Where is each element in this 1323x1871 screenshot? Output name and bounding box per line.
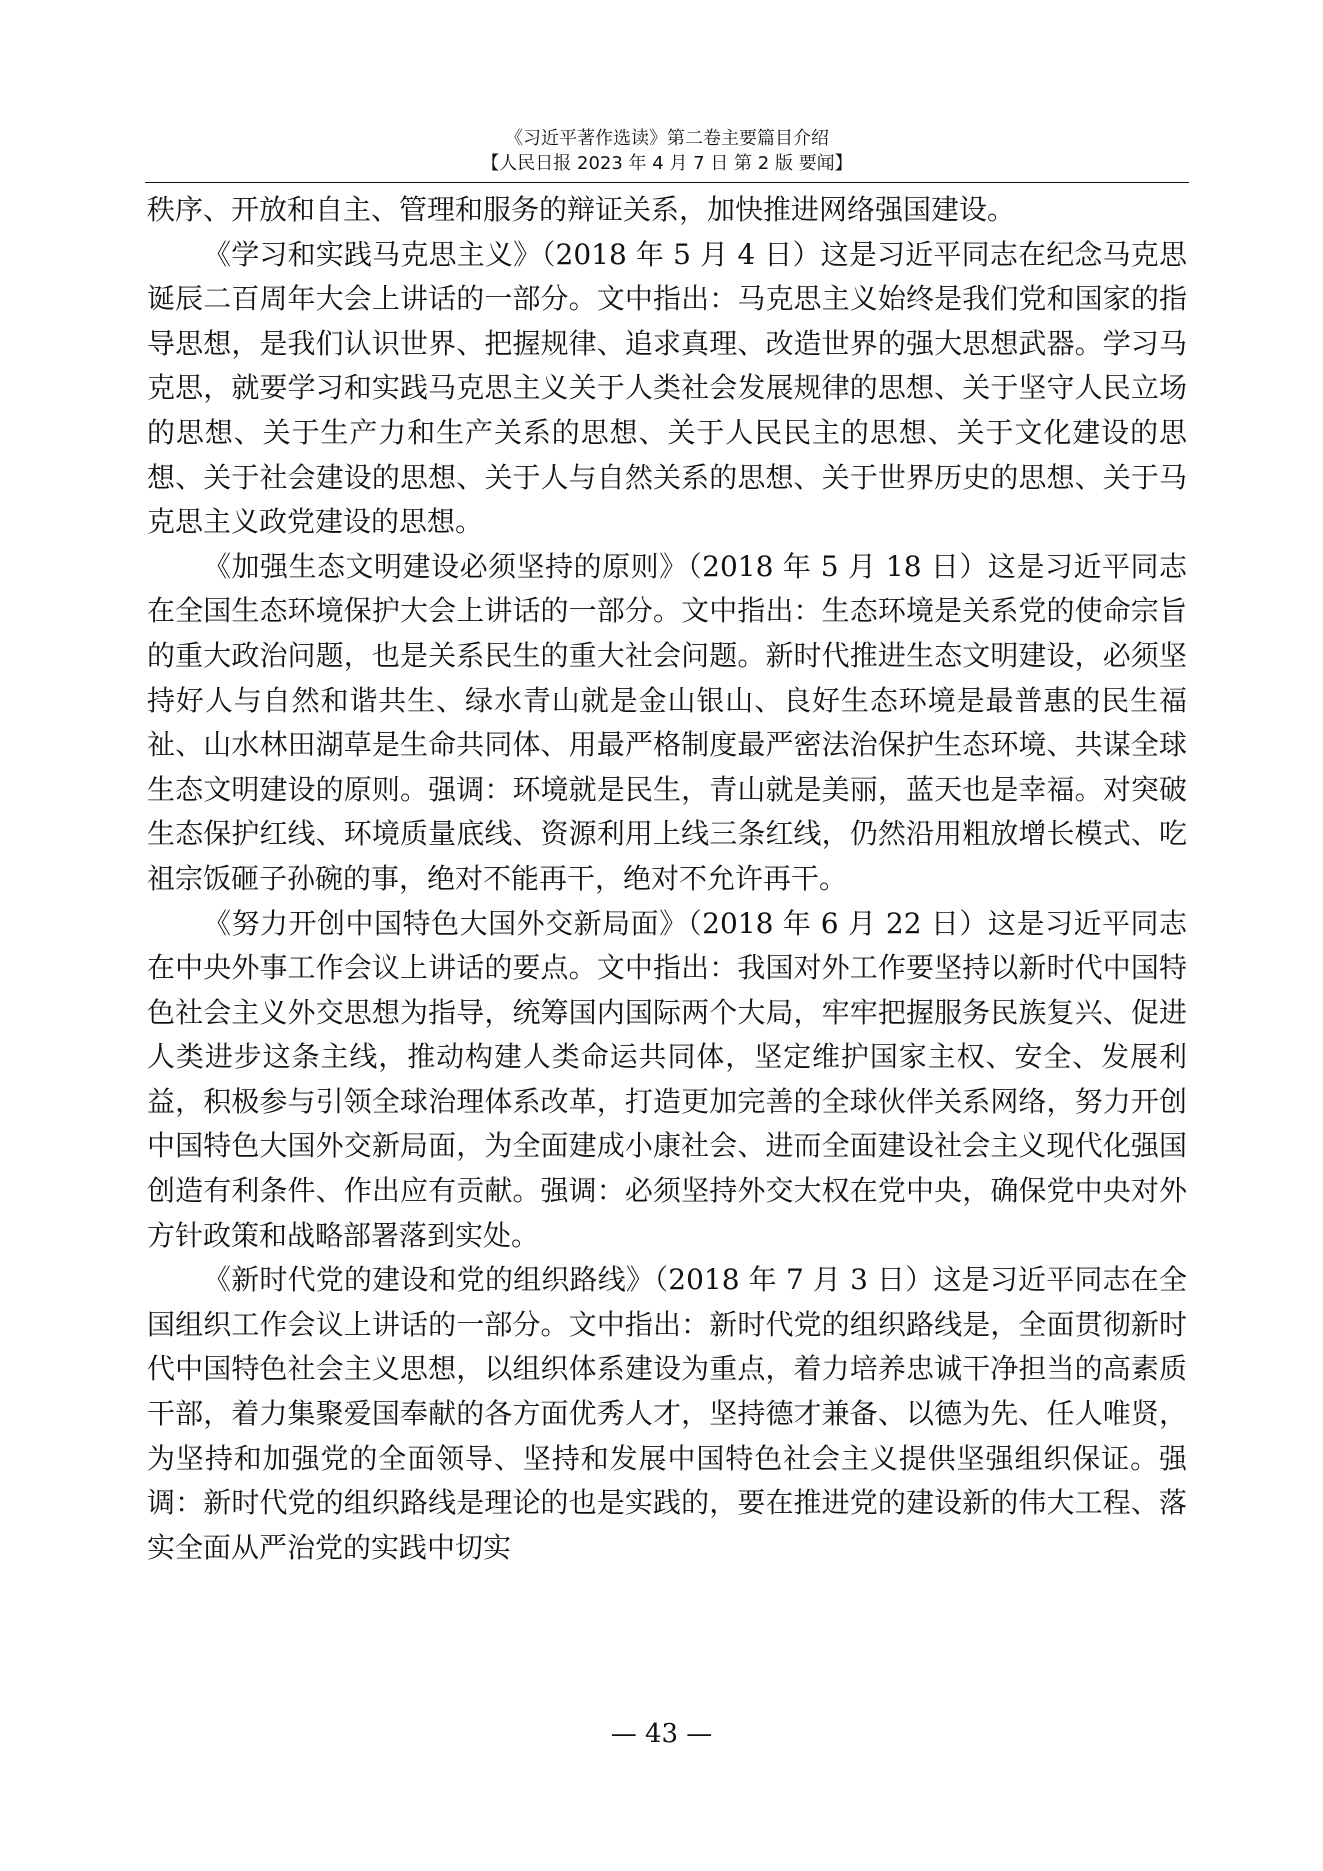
paragraph-continuation: 秩序、开放和自主、管理和服务的辩证关系，加快推进网络强国建设。 xyxy=(147,193,1016,226)
header-rule xyxy=(145,182,1189,183)
header-title: 《习近平著作选读》第二卷主要篇目介绍 xyxy=(505,128,829,149)
paragraph-organization: 《新时代党的建设和党的组织路线》（2018 年 7 月 3 日）这是习近平同志在全国组织工作会议上讲话的一部分。文中指出：新时代党的组织路线是，全面贯彻新时代中国特色社会主义思想，以组织体系建设为重点，着力培养忠诚干净担当的高素质干部，着力集聚爱国奉献的各方面优秀人才，坚持德才兼备、以德为先、任人唯贤，为坚持和加强党的全面领导、坚持和发展中国特色社会主义提供坚强组织保证。强调：新时代党的组织路线是理论的也是实践的，要在推进党的建设新的伟大工程、落实全面从严治党的实践中切实 xyxy=(147,1263,1187,1564)
paragraph-diplomacy: 《努力开创中国特色大国外交新局面》（2018 年 6 月 22 日）这是习近平同志在中央外事工作会议上讲话的要点。文中指出：我国对外工作要坚持以新时代中国特色社会主义外交思想为指导，统筹国内国际两个大局，牢牢把握服务民族复兴、促进人类进步这条主线，推动构建人类命运共同体，坚定维护国家主权、安全、发展利益，积极参与引领全球治理体系改革，打造更加完善的全球伙伴关系网络，努力开创中国特色大国外交新局面，为全面建成小康社会、进而全面建设社会主义现代化强国创造有利条件、作出应有贡献。强调：必须坚持外交大权在党中央，确保党中央对外方针政策和战略部署落到实处。 xyxy=(147,906,1187,1252)
page-header xyxy=(145,126,1189,176)
page-number: — 43 — xyxy=(610,1719,713,1749)
paragraph-marxism: 《学习和实践马克思主义》（2018 年 5 月 4 日）这是习近平同志在纪念马克思诞辰二百周年大会上讲话的一部分。文中指出：马克思主义始终是我们党和国家的指导思想，是我们认识世界、把握规律、追求真理、改造世界的强大思想武器。学习马克思，就要学习和实践马克思主义关于人类社会发展规律的思想、关于坚守人民立场的思想、关于生产力和生产关系的思想、关于人民民主的思想、关于文化建设的思想、关于社会建设的思想、关于人与自然关系的思想、关于世界历史的思想、关于马克思主义政党建设的思想。 xyxy=(147,237,1187,539)
header-source: 【人民日报 2023 年 4 月 7 日 第 2 版 要闻】 xyxy=(481,153,853,174)
article-body xyxy=(147,188,1187,1570)
paragraph-ecology: 《加强生态文明建设必须坚持的原则》（2018 年 5 月 18 日）这是习近平同志在全国生态环境保护大会上讲话的一部分。文中指出：生态环境是关系党的使命宗旨的重大政治问题，也是关系民生的重大社会问题。新时代推进生态文明建设，必须坚持好人与自然和谐共生、绿水青山就是金山银山、良好生态环境是最普惠的民生福祉、山水林田湖草是生命共同体、用最严格制度最严密法治保护生态环境、共谋全球生态文明建设的原则。强调：环境就是民生，青山就是美丽，蓝天也是幸福。对突破生态保护红线、环境质量底线、资源利用上线三条红线，仍然沿用粗放增长模式、吃祖宗饭砸子孙碗的事，绝对不能再干，绝对不允许再干。 xyxy=(147,549,1187,895)
